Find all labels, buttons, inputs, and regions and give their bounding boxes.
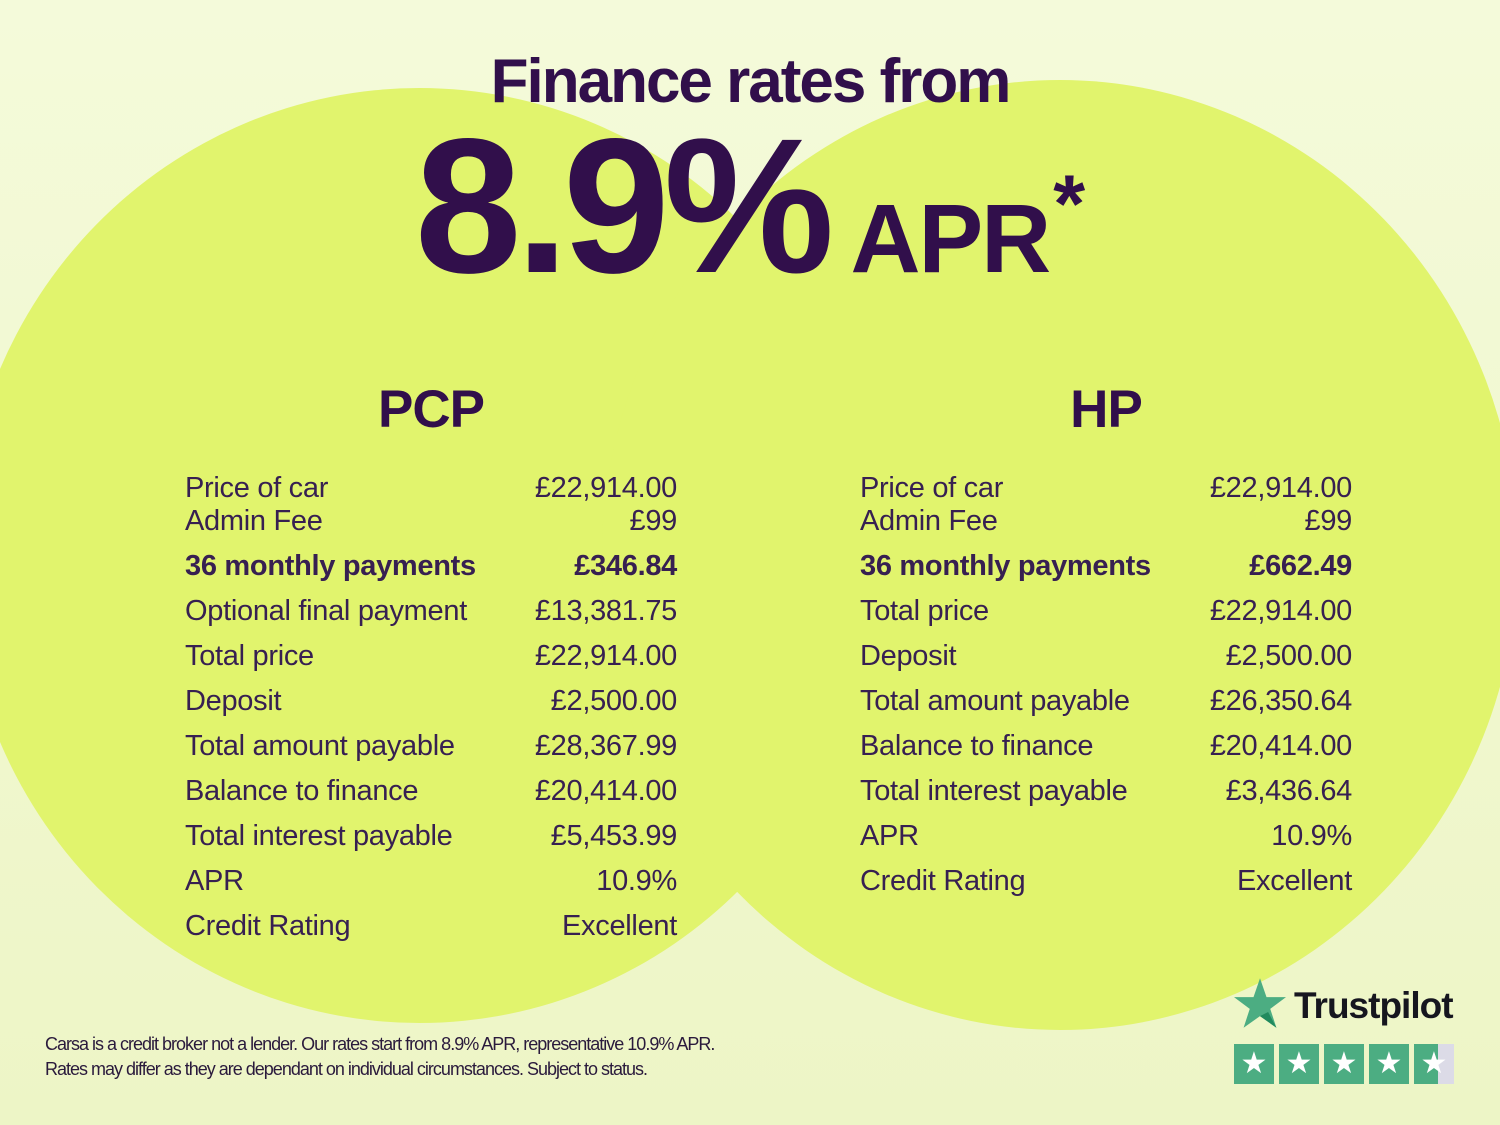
disclaimer-text (45, 1032, 714, 1081)
row-value: £22,914.00 (1209, 595, 1352, 627)
row-label: Credit Rating (185, 910, 351, 942)
row-value: £20,414.00 (1209, 730, 1352, 762)
row-label: 36 monthly payments (185, 550, 476, 582)
table-row (860, 865, 1352, 898)
row-value: Excellent (1237, 865, 1352, 897)
table-row (185, 550, 677, 583)
star-icon: ★ (1240, 1046, 1268, 1081)
star-icon: ★ (1330, 1046, 1358, 1081)
row-label: Optional final payment (185, 595, 467, 627)
row-label: Balance to finance (860, 730, 1094, 762)
row-value: £26,350.64 (1209, 685, 1352, 717)
rate-suffix: APR (850, 184, 1050, 293)
row-label: Balance to finance (185, 775, 419, 807)
table-row (860, 730, 1352, 763)
hp-panel (860, 380, 1352, 910)
row-label: Price of car (860, 472, 1004, 504)
table-row (860, 472, 1352, 505)
table-row (860, 595, 1352, 628)
page-title: Finance rates from (490, 47, 1010, 116)
row-label: 36 monthly payments (860, 550, 1151, 582)
row-value: £22,914.00 (534, 640, 677, 672)
star-icon: ★ (1375, 1046, 1403, 1081)
table-row (860, 640, 1352, 673)
table-row (185, 505, 677, 538)
row-value: £28,367.99 (534, 730, 677, 762)
row-value: £22,914.00 (534, 472, 677, 504)
table-row (860, 550, 1352, 583)
row-label: APR (860, 820, 919, 852)
row-value: £2,500.00 (1225, 640, 1352, 672)
star-icon: ★ (1285, 1046, 1313, 1081)
row-label: Total interest payable (185, 820, 453, 852)
pcp-heading: PCP (378, 380, 484, 439)
trustpilot-rating-stars (1234, 1044, 1456, 1084)
trustpilot-widget (1234, 978, 1456, 1084)
row-label: Total price (860, 595, 989, 627)
table-row (185, 595, 677, 628)
table-row (185, 472, 677, 505)
row-value: £5,453.99 (550, 820, 677, 852)
row-label: Admin Fee (185, 505, 323, 537)
row-value: Excellent (562, 910, 677, 942)
disclaimer-line-1: Carsa is a credit broker not a lender. Our rates start from 8.9% APR, representative 10.9% APR. (45, 1034, 715, 1054)
rating-star-box (1324, 1044, 1364, 1084)
trustpilot-star-icon (1234, 978, 1286, 1033)
row-value: £2,500.00 (550, 685, 677, 717)
rating-star-box (1369, 1044, 1409, 1084)
row-value: 10.9% (596, 865, 677, 897)
row-value: £20,414.00 (534, 775, 677, 807)
table-row (185, 640, 677, 673)
table-row (185, 865, 677, 898)
row-label: Total amount payable (185, 730, 455, 762)
row-label: Deposit (860, 640, 957, 672)
table-row (860, 505, 1352, 538)
row-value: £22,914.00 (1209, 472, 1352, 504)
table-row (185, 910, 677, 943)
row-value: £3,436.64 (1225, 775, 1352, 807)
hp-rows (860, 472, 1352, 898)
row-label: Admin Fee (860, 505, 998, 537)
row-label: Deposit (185, 685, 282, 717)
rate-value: 8.9% (414, 98, 829, 313)
table-row (860, 820, 1352, 853)
table-row (185, 775, 677, 808)
row-value: £99 (1304, 505, 1352, 537)
row-value: £662.49 (1249, 550, 1352, 582)
row-value: £99 (629, 505, 677, 537)
row-label: Total price (185, 640, 314, 672)
pcp-panel (185, 380, 677, 955)
row-label: Credit Rating (860, 865, 1026, 897)
rating-star-box (1279, 1044, 1319, 1084)
trustpilot-logo-row (1234, 978, 1456, 1033)
row-value: 10.9% (1271, 820, 1352, 852)
table-row (860, 685, 1352, 718)
row-label: Price of car (185, 472, 329, 504)
table-row (185, 685, 677, 718)
row-label: Total interest payable (860, 775, 1128, 807)
row-label: APR (185, 865, 244, 897)
rating-star-box (1234, 1044, 1274, 1084)
hp-heading: HP (1070, 380, 1142, 439)
table-row (185, 820, 677, 853)
headline-rate (0, 98, 1500, 313)
row-value: £346.84 (574, 550, 677, 582)
rate-asterisk: * (1053, 159, 1086, 250)
rating-star-box (1414, 1044, 1454, 1084)
table-row (185, 730, 677, 763)
table-row (860, 775, 1352, 808)
star-icon: ★ (1420, 1046, 1448, 1081)
row-value: £13,381.75 (534, 595, 677, 627)
disclaimer-line-2: Rates may differ as they are dependant on individual circumstances. Subject to status. (45, 1058, 648, 1079)
trustpilot-brand-label: Trustpilot (1294, 984, 1453, 1026)
row-label: Total amount payable (860, 685, 1130, 717)
pcp-rows (185, 472, 677, 943)
